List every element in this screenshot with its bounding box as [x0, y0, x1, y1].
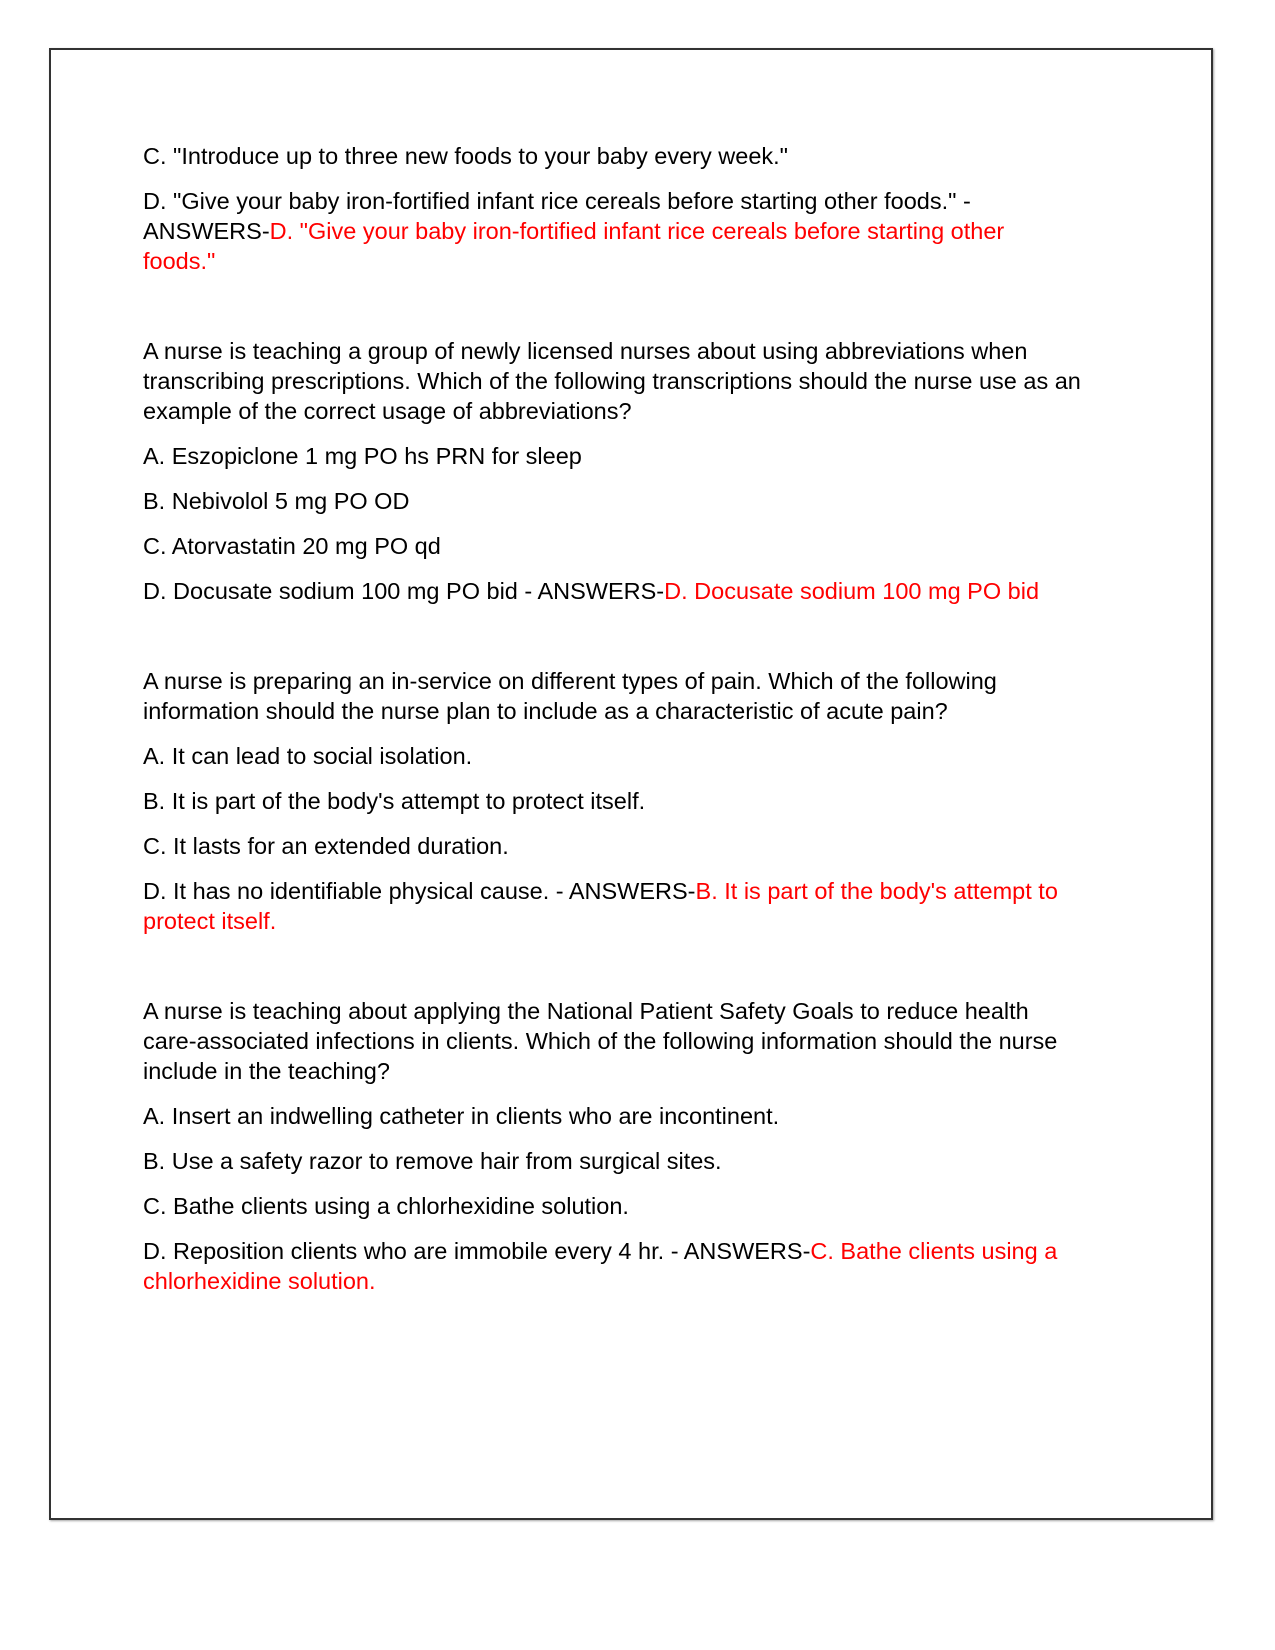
question-answer: B. It is part of the body's attempt to protect itself.	[143, 878, 1058, 934]
question-spacer	[143, 621, 1083, 666]
intro-answer: D. "Give your baby iron-fortified infant rice cereals before starting other foods."	[143, 218, 1005, 274]
question-prompt: A nurse is preparing an in-service on different types of pain. Which of the following information should the nurse plan to include as a characteristic of acute pain?	[143, 668, 997, 724]
question-option-with-answer	[143, 1236, 1083, 1296]
question-option-with-answer	[143, 876, 1083, 936]
question-option: C. It lasts for an extended duration.	[143, 833, 509, 859]
intro-option-d	[143, 186, 1083, 276]
answer-prefix: - ANSWERS-	[524, 578, 665, 604]
intro-option-d-text: D. "Give your baby iron-fortified infant rice cereals before starting other foods."	[143, 188, 957, 214]
question-block-2	[143, 666, 1083, 936]
question-answer: D. Docusate sodium 100 mg PO bid	[664, 578, 1040, 604]
question-option: D. Docusate sodium 100 mg PO bid	[143, 578, 518, 604]
question-option: B. Use a safety razor to remove hair from surgical sites.	[143, 1148, 722, 1174]
question-prompt: A nurse is teaching about applying the National Patient Safety Goals to reduce health care-associated infections in clients. Which of the following information should the nurse include in the teaching?	[143, 998, 1058, 1084]
question-option: D. It has no identifiable physical cause.	[143, 878, 550, 904]
question-option: C. Atorvastatin 20 mg PO qd	[143, 533, 441, 559]
question-answer: C. Bathe clients using a chlorhexidine solution.	[143, 1238, 1058, 1294]
question-option: C. Bathe clients using a chlorhexidine solution.	[143, 1193, 629, 1219]
answer-prefix: - ANSWERS-	[670, 1238, 811, 1264]
question-option: B. Nebivolol 5 mg PO OD	[143, 488, 410, 514]
question-prompt: A nurse is teaching a group of newly licensed nurses about using abbreviations when transcribing prescriptions. Which of the following transcriptions should the nurse use as an example of the correct usage of abbreviations?	[143, 338, 1081, 424]
question-option: A. It can lead to social isolation.	[143, 743, 473, 769]
intro-option-c: C. "Introduce up to three new foods to your baby every week."	[143, 143, 789, 169]
answer-prefix: - ANSWERS-	[555, 878, 696, 904]
question-spacer	[143, 291, 1083, 336]
question-option-with-answer	[143, 576, 1083, 606]
question-spacer	[143, 951, 1083, 996]
answer-prefix: - ANSWERS-	[143, 188, 971, 244]
question-option: A. Eszopiclone 1 mg PO hs PRN for sleep	[143, 443, 582, 469]
question-block-1	[143, 336, 1083, 606]
document-content	[143, 141, 1083, 1311]
question-option: A. Insert an indwelling catheter in clients who are incontinent.	[143, 1103, 780, 1129]
question-option: D. Reposition clients who are immobile every 4 hr.	[143, 1238, 665, 1264]
question-option: B. It is part of the body's attempt to protect itself.	[143, 788, 646, 814]
question-block-3	[143, 996, 1083, 1296]
